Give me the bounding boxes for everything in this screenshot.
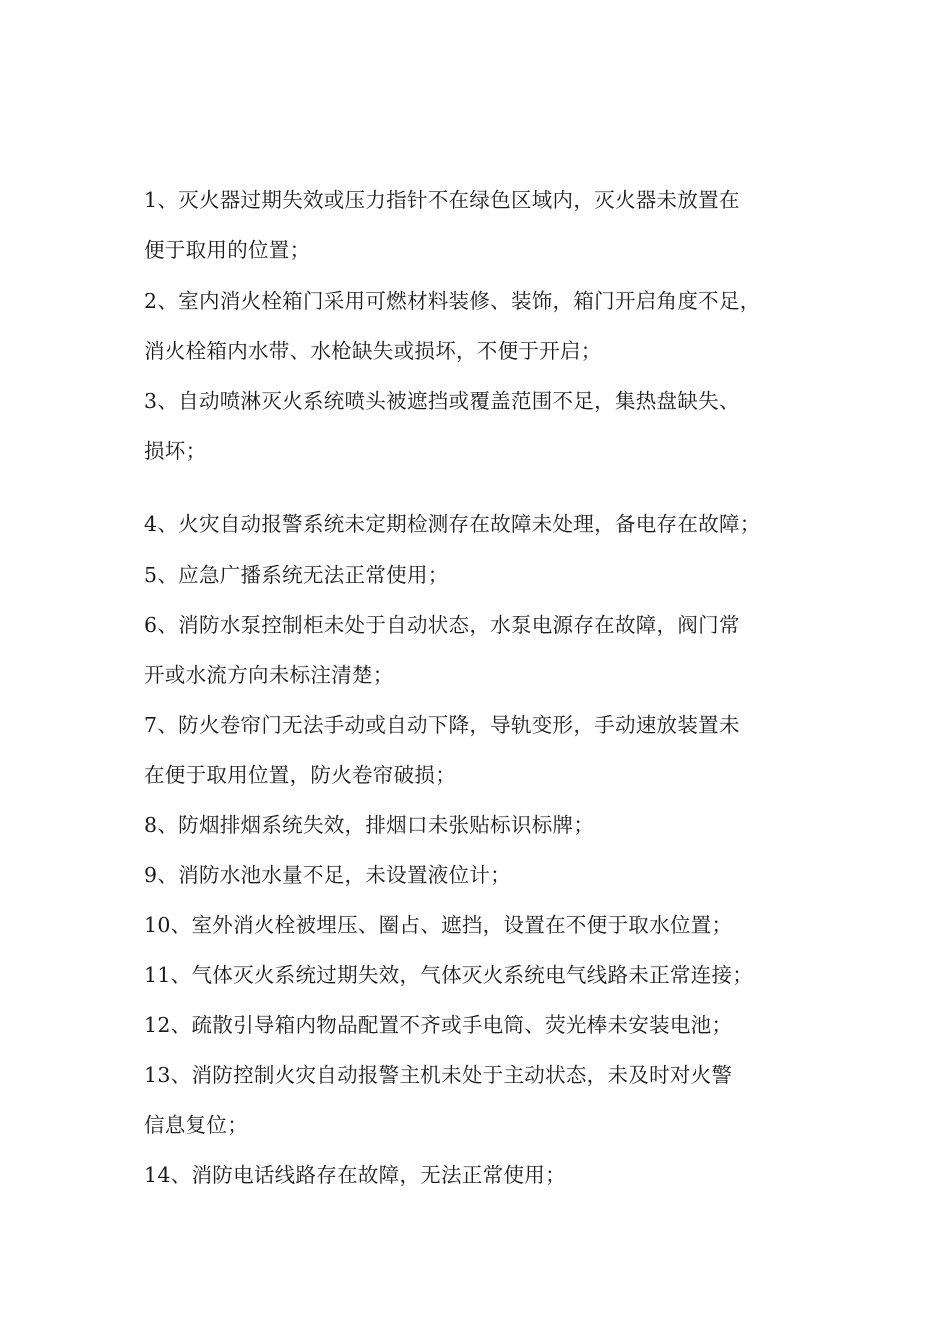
item-14-line-1: 14、消防电话线路存在故障，无法正常使用； [144,1163,566,1187]
item-12-line-1: 12、疏散引导箱内物品配置不齐或手电筒、荧光棒未安装电池； [144,1013,733,1037]
item-5-line-1: 5、应急广播系统无法正常使用； [144,563,449,587]
item-2-line-2: 消火栓箱内水带、水枪缺失或损坏，不便于开启； [144,339,602,363]
item-10-line-1: 10、室外消火栓被埋压、圈占、遮挡，设置在不便于取水位置； [144,913,733,937]
item-8-line-1: 8、防烟排烟系统失效，排烟口未张贴标识标牌； [144,813,595,837]
item-2-line-1: 2、室内消火栓箱门采用可燃材料装修、装饰，箱门开启角度不足， [144,289,761,313]
item-1-line-2: 便于取用的位置； [144,238,311,262]
item-3-line-1: 3、自动喷淋灭火系统喷头被遮挡或覆盖范围不足，集热盘缺失、 [144,389,740,413]
item-13-line-2: 信息复位； [144,1113,248,1137]
item-1-line-1: 1、灭火器过期失效或压力指针不在绿色区域内，灭火器未放置在 [144,188,740,212]
item-7-line-2: 在便于取用位置，防火卷帘破损； [144,763,456,787]
item-13-line-1: 13、消防控制火灾自动报警主机未处于主动状态，未及时对火警 [144,1063,733,1087]
item-11-line-1: 11、气体灭火系统过期失效，气体灭火系统电气线路未正常连接； [144,963,754,987]
item-6-line-2: 开或水流方向未标注清楚； [144,663,394,687]
item-4-line-1: 4、火灾自动报警系统未定期检测存在故障未处理，备电存在故障； [144,512,761,536]
item-7-line-1: 7、防火卷帘门无法手动或自动下降，导轨变形，手动速放装置未 [144,713,740,737]
item-9-line-1: 9、消防水池水量不足，未设置液位计； [144,863,511,887]
item-3-line-2: 损坏； [144,439,207,463]
item-6-line-1: 6、消防水泵控制柜未处于自动状态，水泵电源存在故障，阀门常 [144,613,740,637]
